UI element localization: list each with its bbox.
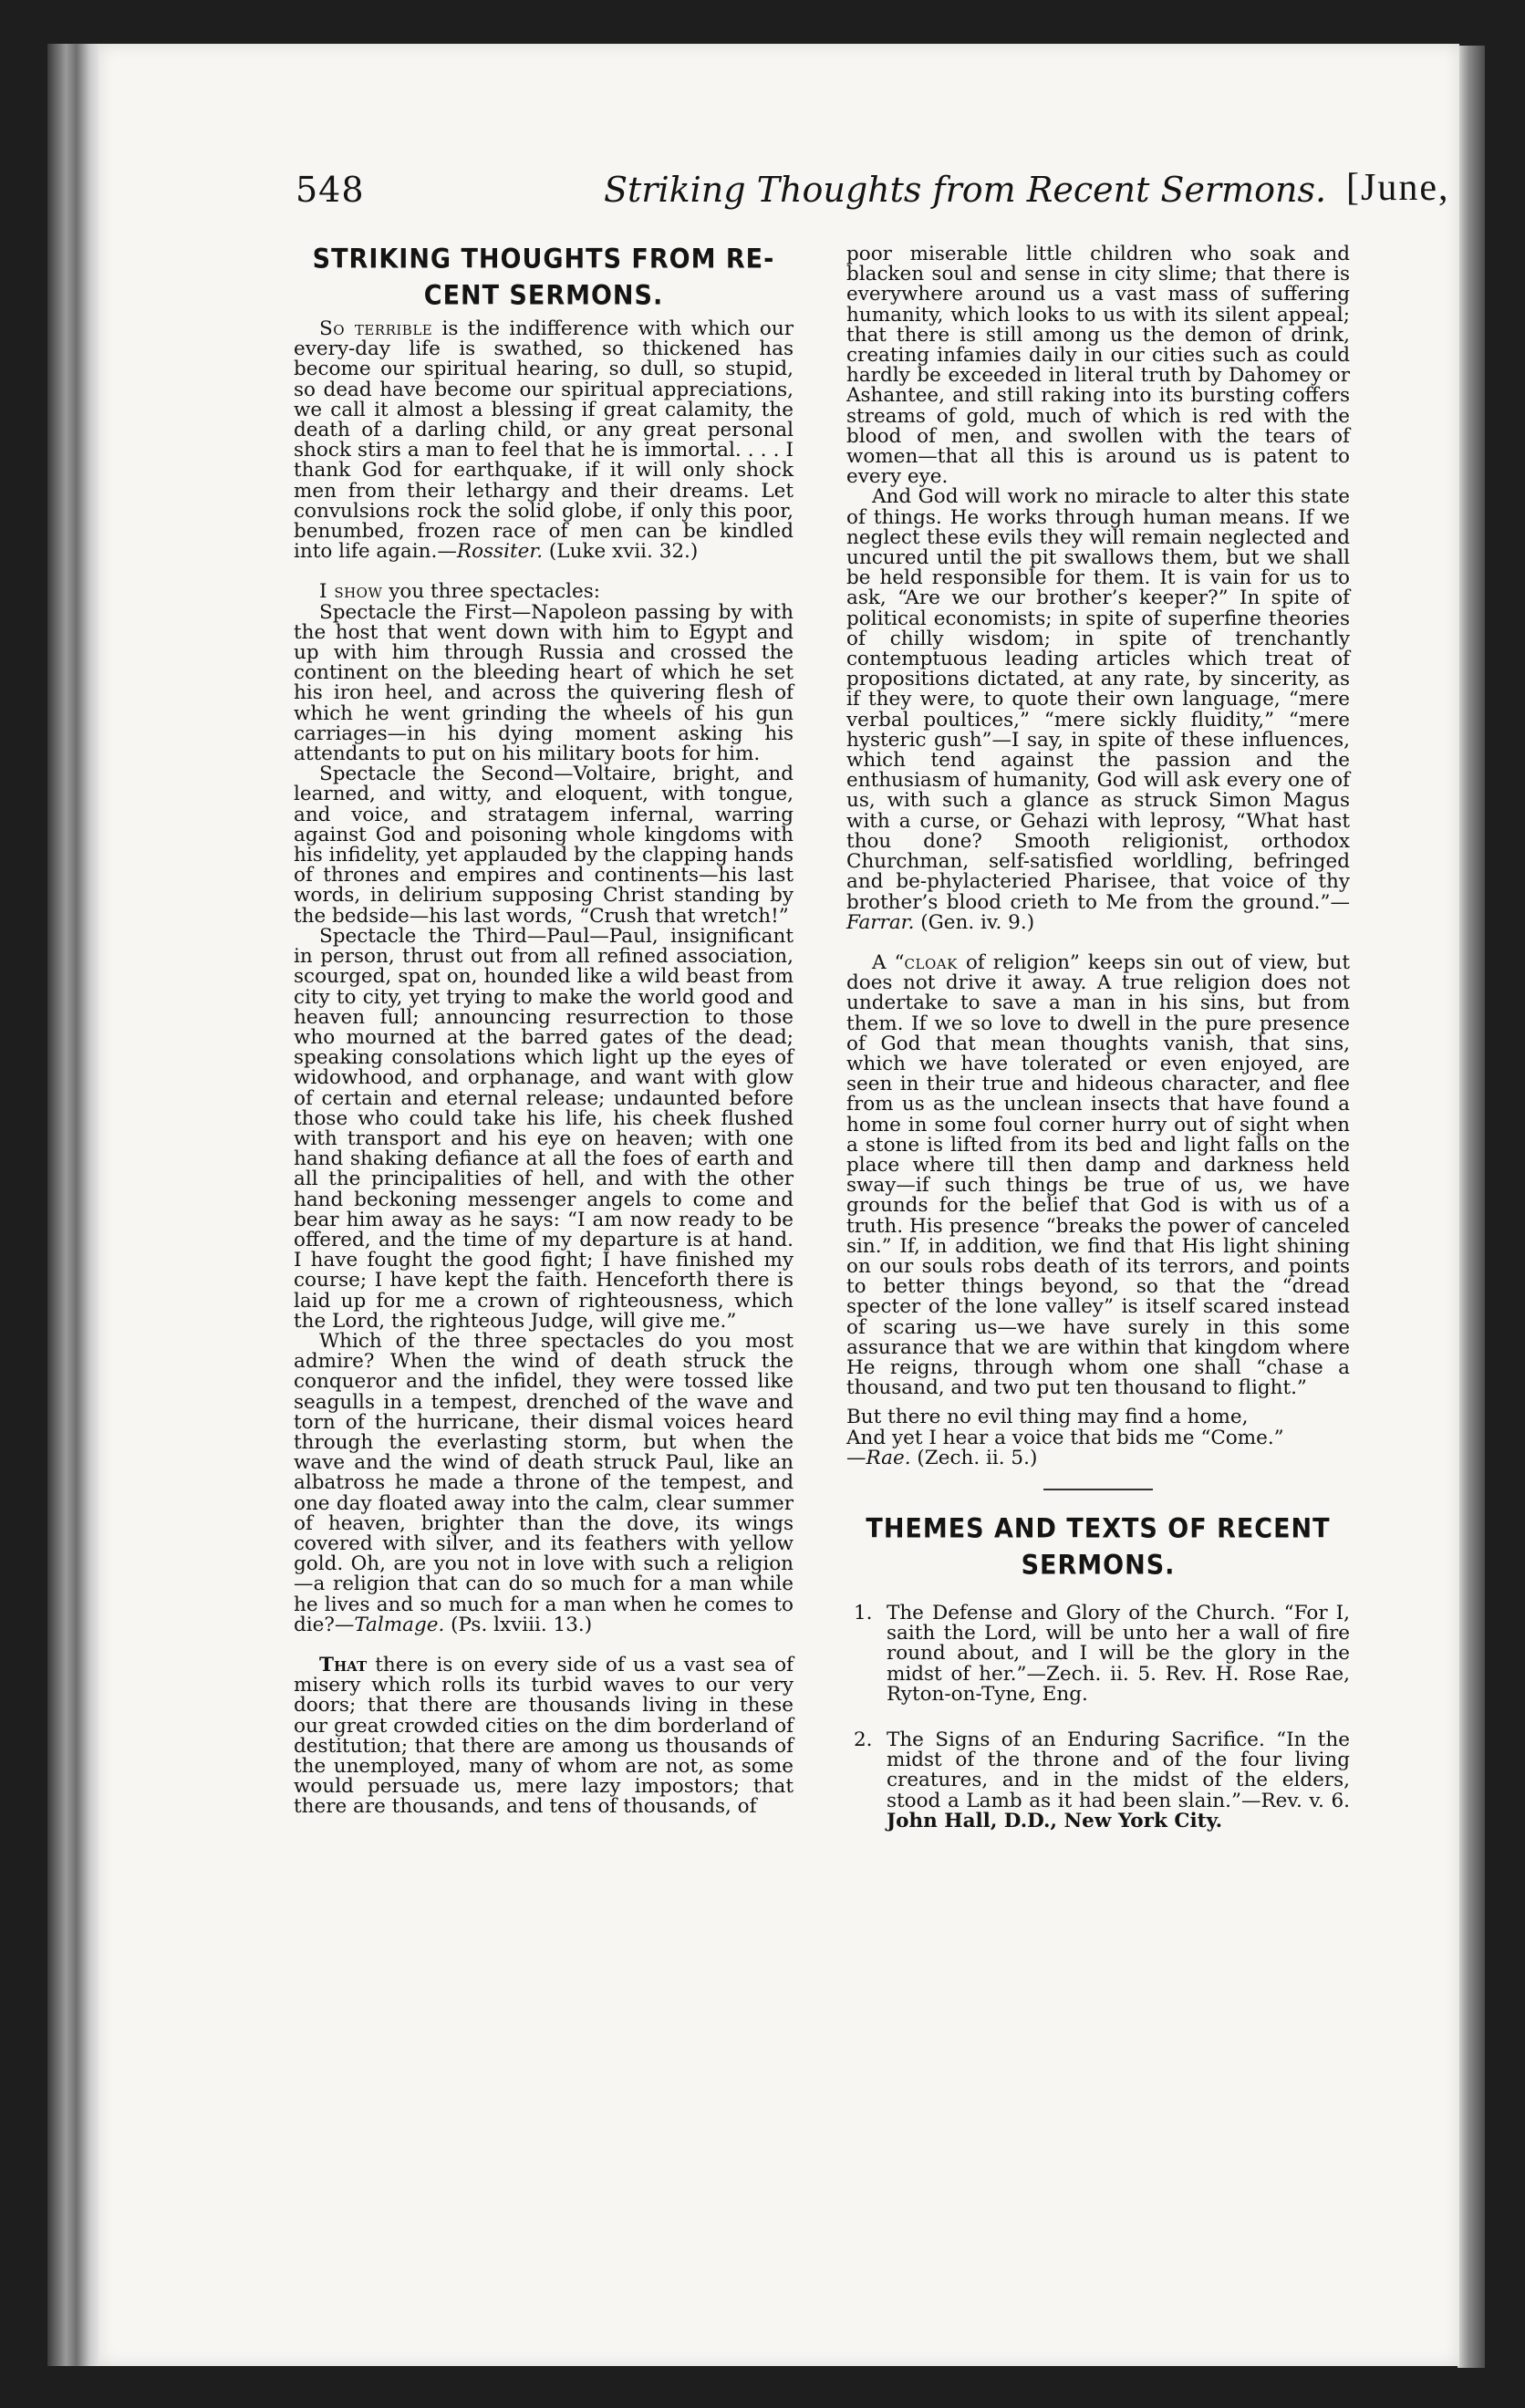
section-title-themes-line2: SERMONS.	[1021, 1550, 1176, 1582]
paragraph-text: Which of the three spectacles do you most admire? When the wind of death struck the conqueror and the infidel, they were tossed like seagulls in a tempest, drenched of the wave and torn of the hurricane, their dismal voices heard through the everlasting storm, but when the wave and the wind of death struck Paul, like an albatross he made a throne of the tempest, and one day floated away into the calm, clear summer of heaven, brighter than the dove, its wings covered with silver, and its feathers with yellow gold. Oh, are you not in love with such a religion—a religion that can do so much for a man while he lives and so much for a man when he comes to die?—	[294, 1329, 794, 1636]
theme-number: 2.	[854, 1728, 873, 1751]
scripture-reference: (Ps. lxviii. 13.)	[444, 1613, 593, 1636]
paragraph-text: of religion” keeps sin out of view, but does not drive it away. A true religion does not undertake to save a man in his sins, but from them. If we so love to dwell in the pure presence of God that mean thoughts vanish, that sins, which we have tolerated or even enjoyed, are seen in their true and hideous character, and flee from us as the unclean insects that have found a home in some foul corner hurry out of sight when a stone is lifted from its bed and light falls on the place where till then damp and darkness held sway—if such things be true of us, we have grounds for the belief that God is with us of a truth. His presence “breaks the power of canceled sin.” If, in addition, we find that His light shining on our souls robs death of its terrors, and points to better things beyond, so that the “dread specter of the lone valley” is itself scared instead of scaring us—we have surely in this some assurance that we are within that kingdom where He reigns, through whom one shall “chase a thousand, and two put ten thousand to flight.”	[846, 950, 1350, 1400]
verse-line-1: But there no evil thing may find a home,	[846, 1406, 1249, 1429]
paragraph-text: you three spectacles:	[382, 580, 600, 604]
author-attribution: Farrar.	[846, 910, 915, 934]
paragraph-lead: cloak	[904, 950, 958, 974]
theme-item	[846, 1730, 1350, 1832]
left-column	[294, 246, 794, 1818]
paragraph-spectacle-first: Spectacle the First—Napoleon passing by with the host that went down with him to Egypt and up with him through Russia and crossed the continent on the bleeding heart of which he set his iron heel, and across the quivering flesh of which he went grinding the wheels of his gun carriages—in his dying moment asking his attendants to put on his military boots for him.	[294, 600, 794, 766]
page-number: 548	[296, 170, 365, 210]
paragraph-misery-continued: poor miserable little children who soak and blacken soul and sense in city slime; that there is everywhere around us a vast mass of suffering humanity, which looks to us with its silent appeal; that there is still among us the demon of drink, creating infamies daily in our cities such as could hardly be exceeded in literal truth by Dahomey or Ashantee, and still raking into its bursting coffers streams of gold, much of which is red with the blood of men, and swollen with the tears of women—that all this is around us is patent to every eye.	[846, 243, 1350, 489]
paragraph-lead: I show	[319, 580, 383, 604]
theme-preacher: John Hall, D.D., New York City.	[887, 1809, 1223, 1832]
paragraph-pre: A “	[872, 950, 905, 974]
paragraph-spectacle-third: Spectacle the Third—Paul—Paul, insignificant in person, thrust out from all refined association, scourged, spat on, hounded like a wild beast from city to city, yet trying to make the world good and heaven full; announcing resurrection to those who mourned at the barred gates of the dead; speaking consolations which light up the eyes of widowhood, and orphanage, and want with glow of certain and eternal release; undaunted before those who could take his life, his cheek flushed with transport and his eye on heaven; with one hand shaking defiance at all the foes of earth and all the principalities of hell, and with the other hand beckoning messenger angels to come and bear him away as he says: “I am now ready to be offered, and the time of my departure is at hand. I have fought the good fight; I have finished my course; I have kept the faith. Henceforth there is laid up for me a crown of righteousness, which the Lord, the righteous Judge, will give me.”	[294, 924, 794, 1333]
paragraph-lead: That	[319, 1654, 368, 1676]
running-title: Striking Thoughts from Recent Sermons.	[604, 170, 1327, 210]
scripture-reference: (Luke xvii. 32.)	[543, 540, 699, 564]
paragraph-text: is the indifference with which our every-day life is swathed, so thickened has become our spiritual hearing, so dull, so stupid, so dead have become our spiritual appreciations, we call it almost a blessing if great calamity, the death of a darling child, or any great personal shock stirs a man to feel that he is immortal. . . . I thank God for earthquake, if it will only shock men from their lethargy and their dreams. Let convulsions rock the solid globe, if only this poor, benumbed, frozen race of men can be kindled into life again.—	[294, 317, 794, 564]
paragraph-text: there is on every side of us a vast sea of misery which rolls its turbid waves to our very doors; that there are thousands living in these our great crowded cities on the dim borderland of destitution; that there are among us thousands of the unemployed, many of whom are not, as some would persuade us, mere lazy impostors; that there are thousands, and tens of thousands, of	[294, 1654, 794, 1819]
author-attribution: Rossiter.	[456, 540, 544, 564]
paragraph-spectacle-second: Spectacle the Second—Voltaire, bright, and learned, and witty, and eloquent, with tongue, and voice, and stratagem infernal, warring against God and poisoning whole kingdoms with his infidelity, yet applauded by the clapping hands of thrones and empires and continents—his last words, in delirium supposing Christ standing by the bedside—his last words, “Crush that wretch!”	[294, 763, 794, 928]
paragraph-misery	[294, 1656, 794, 1818]
paragraph-farrar	[846, 487, 1350, 932]
paragraph-talmage	[294, 1329, 794, 1636]
theme-text: The Signs of an Enduring Sacrifice. “In the midst of the throne and of the four living creatures, and in the midst of the elders, stood a Lamb as it had been slain.”—Rev. v. 6.	[887, 1728, 1350, 1812]
author-attribution: Talmage.	[354, 1613, 445, 1636]
running-month: [June,	[1346, 167, 1450, 209]
section-title: STRIKING THOUGHTS FROM RE-	[312, 244, 775, 275]
section-divider	[1043, 1489, 1153, 1490]
section-title-line2: CENT SERMONS.	[423, 280, 664, 312]
paragraph-spectacles-intro	[294, 582, 794, 602]
scan-edge-shadow	[1458, 46, 1485, 2368]
verse-line-2: And yet I hear a voice that bids me “Come.”	[846, 1426, 1284, 1449]
scripture-reference: (Zech. ii. 5.)	[910, 1446, 1038, 1469]
paragraph-lead: So terrible	[319, 317, 433, 340]
paragraph-rossiter	[294, 319, 794, 562]
theme-text: The Defense and Glory of the Church. “For I, saith the Lord, will be unto her a wall of fire round about, and I will be the glory in the midst of her.”—Zech. ii. 5. Rev. H. Rose Rae, Ryton-on-Tyne, Eng.	[887, 1601, 1350, 1706]
paragraph-text: And God will work no miracle to alter this state of things. He works through human means. If we neglect these evils they will remain neglected and uncured until the pit swallows them, but we shall be held responsible for them. It is vain for us to ask, “Are we our brother’s keeper?” In spite of political economists; in spite of superfine theories of chilly wisdom; in spite of trenchantly contemptuous leading articles which treat of propositions dictated, at any rate, by sincerity, as if they were, to quote their own language, “mere verbal poultices,” “mere sickly fluidity,” “mere hysteric gush”—I say, in spite of these influences, which tend against the passion and the enthusiasm of humanity, God will ask every one of us, with such a glance as struck Simon Magus with a curse, or Gehazi with leprosy, “What hast thou done? Smooth religionist, orthodox Churchman, self-satisfied worldling, befringed and be-phylacteried Pharisee, that voice of thy brother’s blood crieth to Me from the ground.”—	[846, 485, 1350, 914]
right-column	[846, 244, 1350, 1832]
attribution-rae	[846, 1448, 1350, 1469]
running-header	[195, 167, 1450, 224]
theme-item	[846, 1601, 1350, 1706]
paragraph-cloak	[846, 950, 1350, 1400]
theme-number: 1.	[854, 1601, 873, 1624]
scan-binding-shadow	[47, 44, 100, 2366]
scripture-reference: (Gen. iv. 9.)	[914, 910, 1035, 934]
section-title-themes: THEMES AND TEXTS OF RECENT	[866, 1513, 1331, 1545]
author-attribution: —Rae.	[846, 1446, 911, 1469]
